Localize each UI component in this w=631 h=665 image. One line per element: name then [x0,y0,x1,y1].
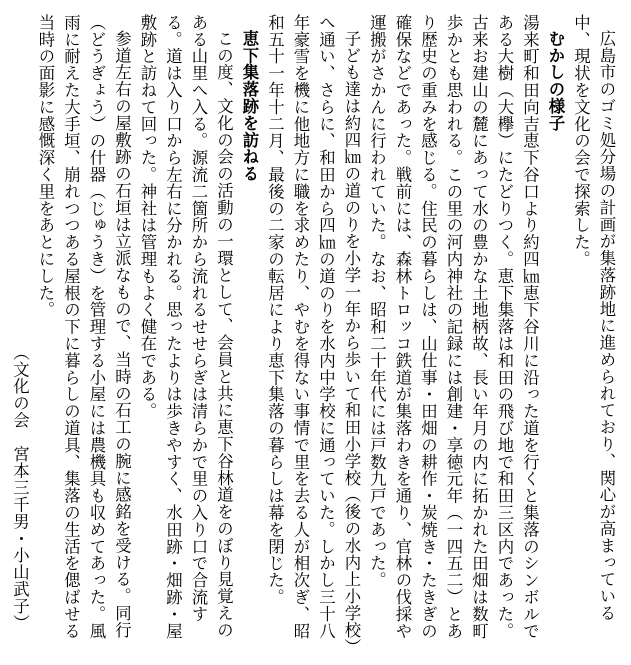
old-days-paragraph-2: 子ども達は約四㎞の道のりを小学一年から歩いて和田小学校（後の水内上小学校）へ通い、さらに、和田から四㎞の道のりを水内中学校に通っていた。しかし三十八年豪雪を機に他地方に職を求めたり、やむを得ない事情で里を去る人が相次ぎ、昭和五十一年十二月、最後の二家の転居により恵下集落の暮らしは幕を閉じた。 [265,14,361,648]
visit-paragraph-1: この度、文化の会の活動の一環として、会員と共に恵下谷林道をのぼり見覚えのある山里へ入る。源流二箇所から流れるせせらぎは清らかで里の入り口で合流する。道は入り口から左右に分かれる。思ったよりは歩きやすく、水田跡・畑跡・屋敷跡と訪ねて回った。神社は管理もよく健在である。 [138,14,234,640]
author-signature: （文化の会 宮本三千男・小山武子） [10,343,30,631]
old-days-paragraph-1: 湯来町和田向吉恵下谷口より約四㎞恵下谷川に沿った道を行くと集落のシンボルである大樹（大欅）にたどりつく。恵下集落は和田の飛び地で和田三区内であった。古来お建山の麓にあって水の豊かな土地柄故、長い年月の内に拓かれた田畑は数町歩かとも思われる。この里の河内神社の記録には創建・享徳元年（一四五二）とあり歴史の重みを感じる。住民の暮らしは、山仕事・田畑の耕作・炭焼き・たきぎの確保などであった。戦前には、森林トロッコ鉄道が集落わきを通り、官林の伐採や運搬がさかんに行われていた。なお、昭和二十年代には戸数九戸であった。 [367,14,540,640]
intro-paragraph: 広島市のゴミ処分場の計画が集落跡地に進められており、関心が高まっている中、現状を文化の会で探索した。 [571,14,616,622]
visit-paragraph-2: 参道左右の屋敷跡の石垣は立派なもので、当時の石工の腕に感銘を受ける。同行（どうぎょう）の什器（じゅうき）を管理する小屋には農機具も収めてあった。風雨に耐えた大手垣、崩れつつある屋根の下に暮らしの道具、集落の生活を偲ばせる当時の面影に感慨深く里をあとにした。 [36,14,132,640]
section-heading-old-days: むかしの様子 [546,30,565,132]
section-heading-visit: 恵下集落跡を訪ねる [240,30,259,183]
